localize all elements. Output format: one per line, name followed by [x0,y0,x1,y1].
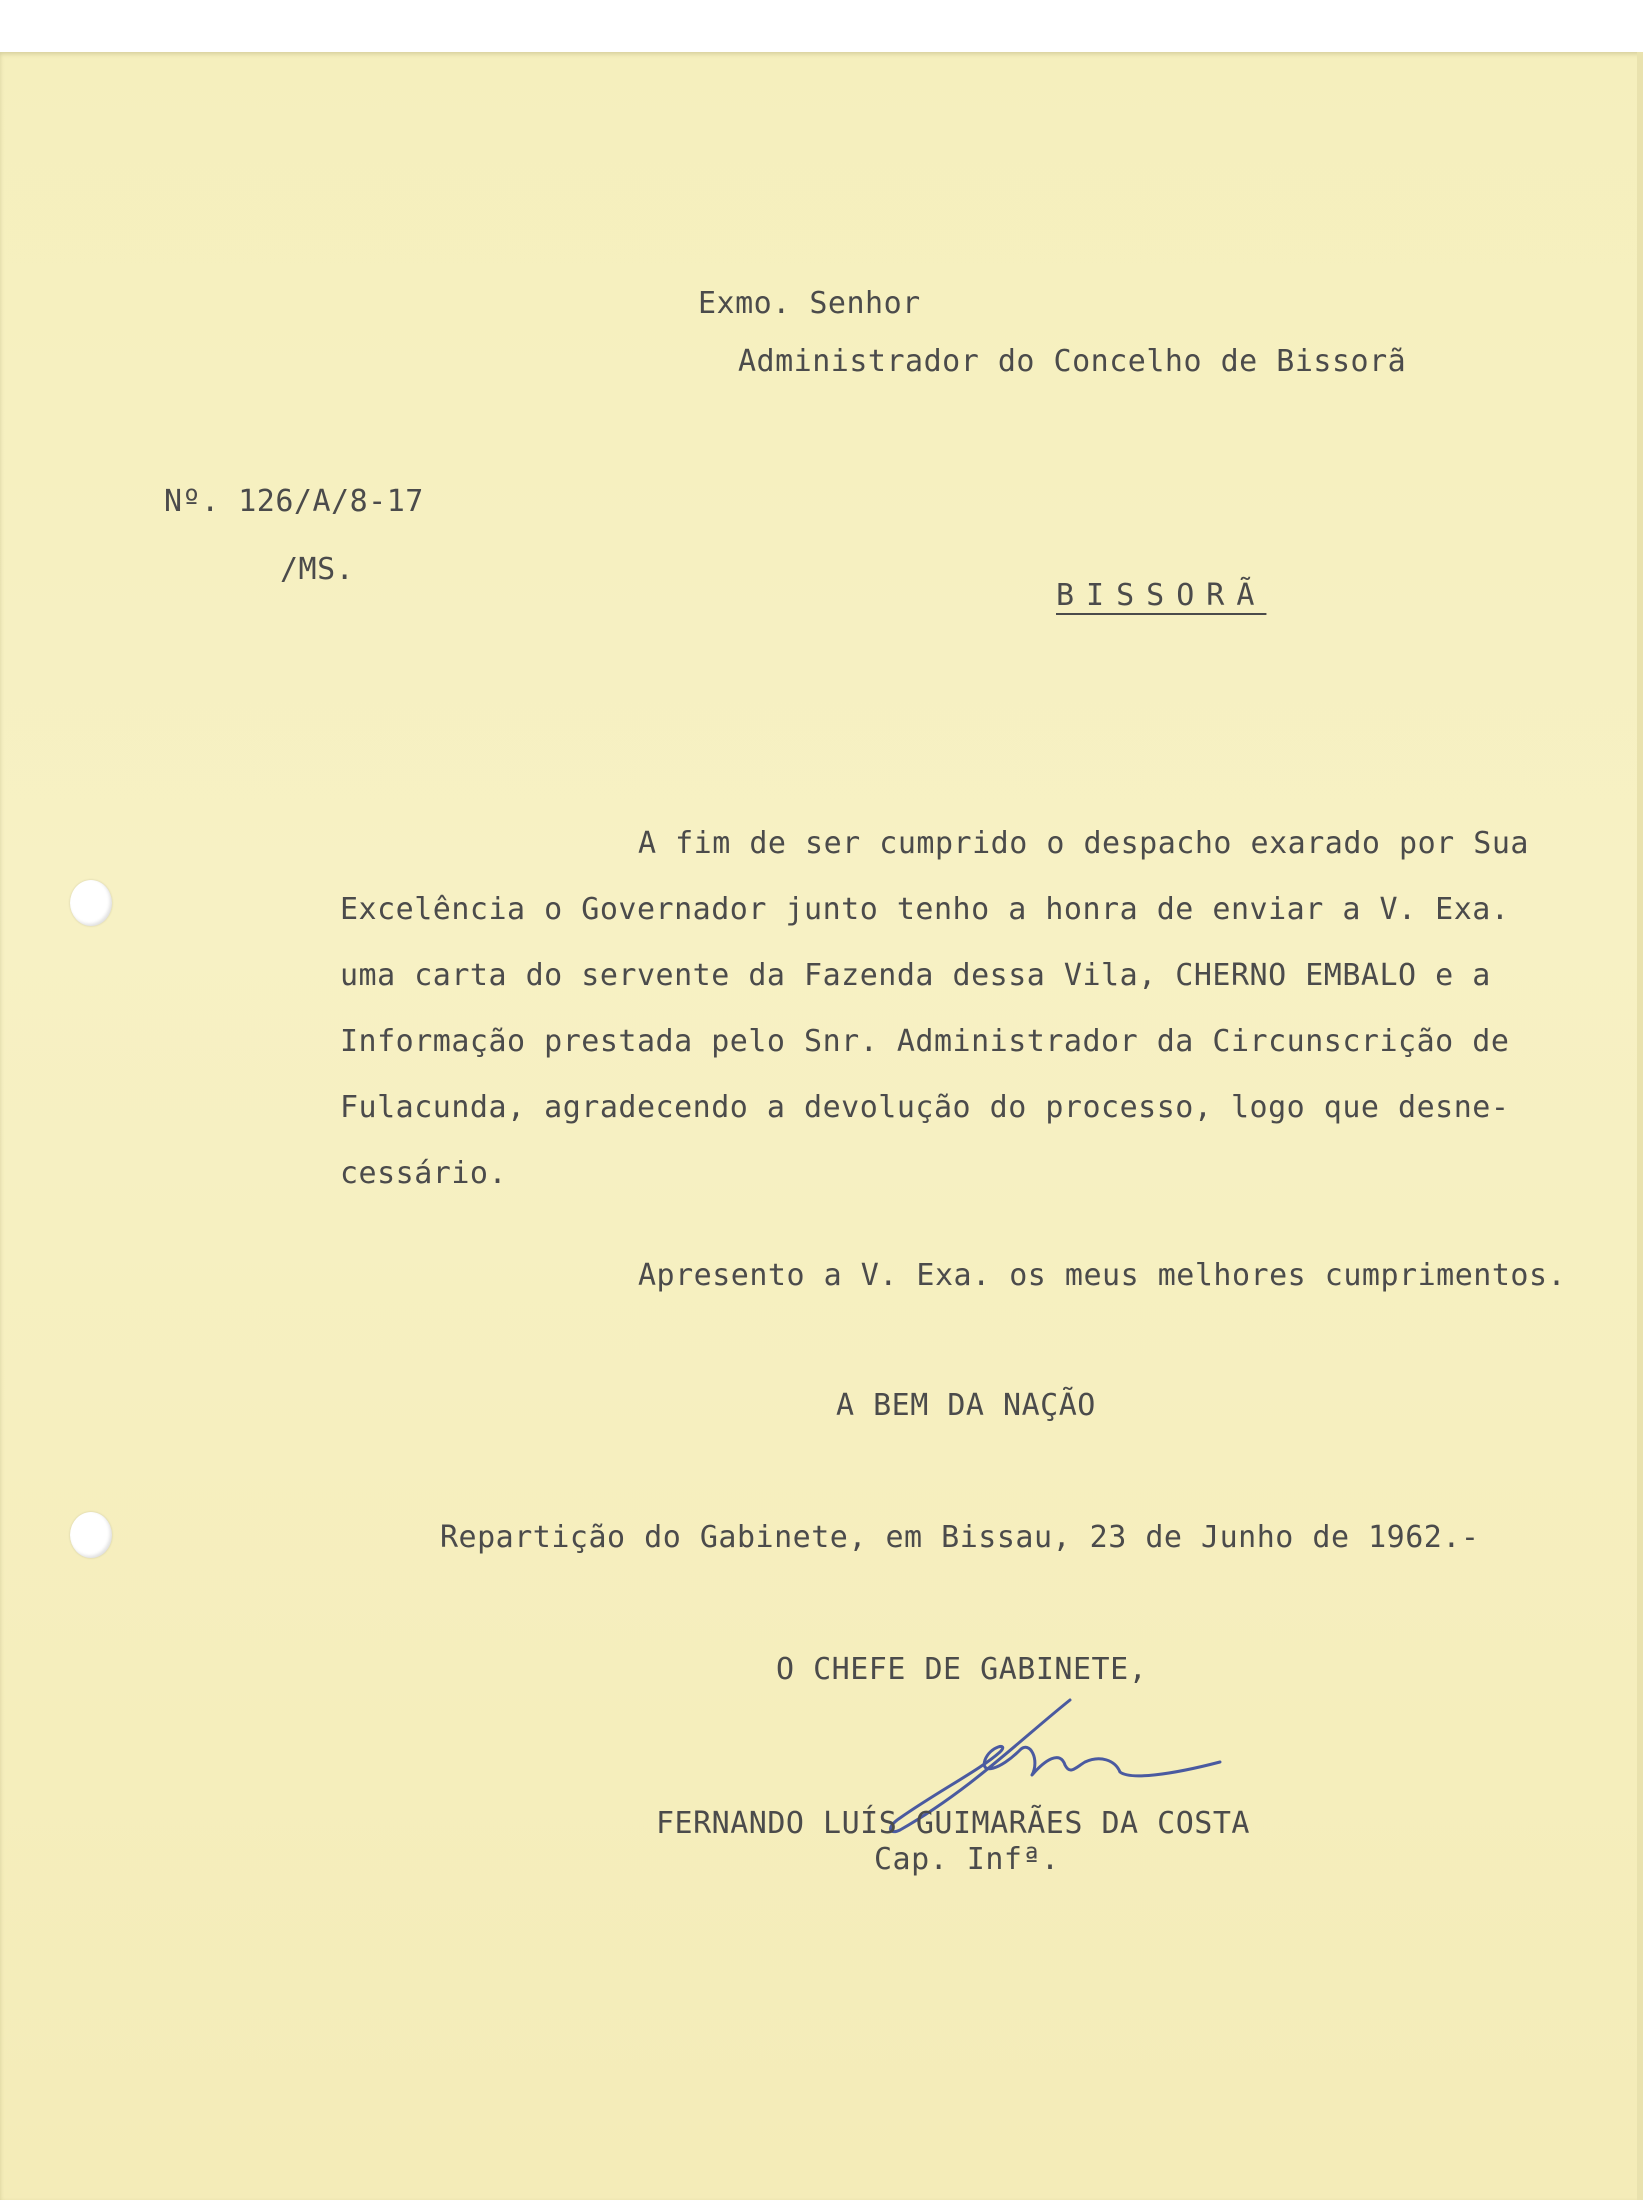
signatory-rank: Cap. Infª. [874,1842,1060,1877]
reference-initials: /MS. [280,552,355,587]
destination: BISSORÃ [1056,578,1267,613]
body-line-3: uma carta do servente da Fazenda dessa Vila, CHERNO EMBALO e a [340,958,1491,993]
body-line-2: Excelência o Governador junto tenho a honra de enviar a V. Exa. [340,892,1510,927]
body-line-4: Informação prestada pelo Snr. Administrador da Circunscrição de [340,1024,1510,1059]
signatory-name: FERNANDO LUÍS GUIMARÃES DA COSTA [656,1806,1250,1841]
page-edge [1637,52,1643,2200]
punch-hole-bottom [70,1512,112,1558]
salutation: Exmo. Senhor [698,286,921,321]
body-line-6: cessário. [340,1156,508,1191]
reference-number: Nº. 126/A/8-17 [164,484,424,519]
motto: A BEM DA NAÇÃO [836,1388,1096,1423]
punch-hole-top [70,880,112,926]
body-line-5: Fulacunda, agradecendo a devolução do processo, logo que desne- [340,1090,1510,1125]
place-date: Repartição do Gabinete, em Bissau, 23 de Junho de 1962.- [440,1520,1480,1555]
body-line-1: A fim de ser cumprido o despacho exarado por Sua [638,826,1529,861]
signatory-title: O CHEFE DE GABINETE, [776,1652,1148,1687]
closing-line: Apresento a V. Exa. os meus melhores cumprimentos. [638,1258,1567,1293]
recipient: Administrador do Concelho de Bissorã [738,344,1407,379]
